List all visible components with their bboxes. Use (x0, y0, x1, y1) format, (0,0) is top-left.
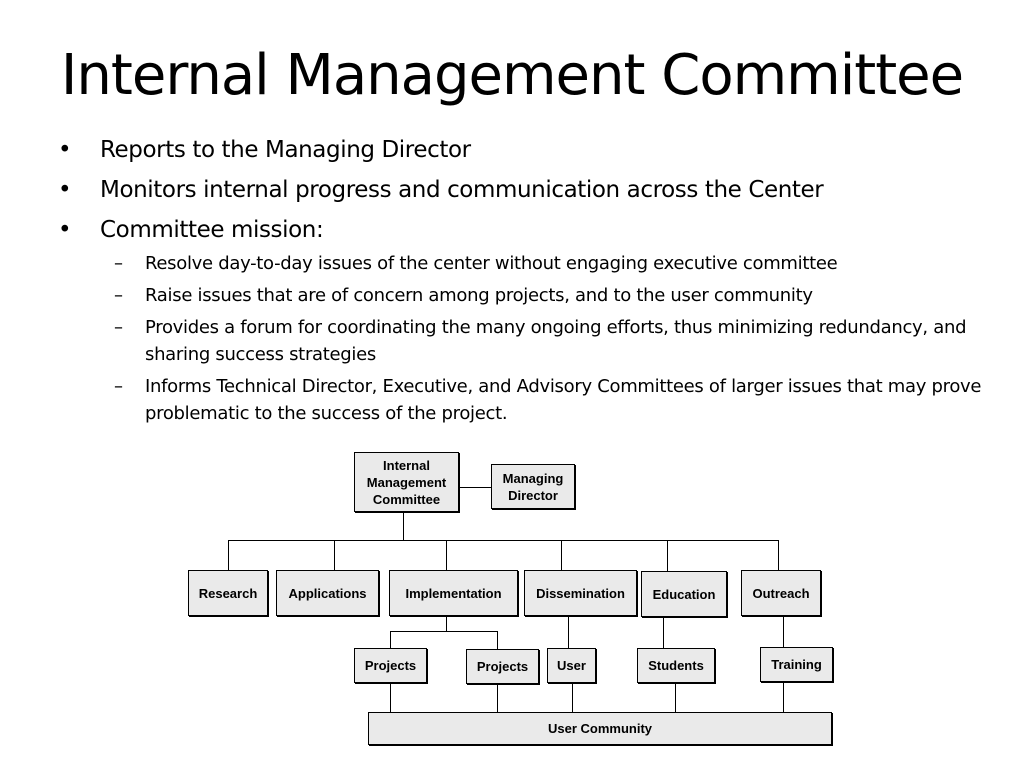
sub-bullet-list (58, 250, 998, 427)
connector-line (667, 540, 668, 571)
sub-bullet-text: Provides a forum for coordinating the many ongoing efforts, thus minimizing redundancy, and sharing success strategies (145, 317, 967, 365)
connector-line (390, 683, 391, 712)
connector-line (459, 487, 491, 488)
node-dissemination: Dissemination (524, 570, 637, 616)
node-internal-management-committee: Internal Management Committee (354, 452, 459, 512)
bullet-dot-icon: • (58, 217, 72, 243)
sub-bullet-text: Resolve day-to-day issues of the center without engaging executive committee (145, 253, 838, 274)
connector-line (572, 683, 573, 712)
node-students: Students (637, 648, 715, 683)
connector-line (446, 617, 447, 631)
connector-line (568, 617, 569, 648)
connector-line (497, 684, 498, 712)
node-implementation: Implementation (389, 570, 518, 616)
node-user-community: User Community (368, 712, 832, 745)
node-user: User (547, 648, 596, 683)
bullet-dot-icon: • (58, 177, 72, 203)
sub-bullet-text: Informs Technical Director, Executive, and Advisory Committees of larger issues that may prove problematic to the success of the project. (145, 376, 982, 424)
sub-bullet-item (58, 282, 998, 309)
bullet-dot-icon: • (58, 137, 72, 163)
dash-icon: – (114, 285, 123, 306)
sub-bullet-item (58, 373, 998, 427)
bullet-item (58, 136, 998, 164)
connector-line (778, 540, 779, 570)
node-education: Education (641, 571, 727, 617)
connector-line (663, 618, 664, 648)
node-training: Training (760, 647, 833, 682)
connector-line (446, 540, 447, 570)
node-research: Research (188, 570, 268, 616)
sub-bullet-text: Raise issues that are of concern among projects, and to the user community (145, 285, 813, 306)
node-projects: Projects (354, 648, 427, 683)
dash-icon: – (114, 376, 123, 397)
connector-line (783, 617, 784, 647)
connector-line (561, 540, 562, 570)
bullet-text: Committee mission: (100, 217, 324, 243)
connector-line (497, 631, 498, 649)
connector-line (675, 683, 676, 712)
node-projects: Projects (466, 649, 539, 684)
dash-icon: – (114, 253, 123, 274)
connector-line (390, 631, 391, 648)
bullet-text: Reports to the Managing Director (100, 137, 471, 163)
bullet-item (58, 216, 998, 244)
connector-line (228, 540, 779, 541)
node-applications: Applications (276, 570, 379, 616)
connector-line (390, 631, 498, 632)
node-managing-director: Managing Director (491, 464, 575, 509)
connector-line (334, 540, 335, 570)
bullet-item (58, 176, 998, 204)
slide-title: Internal Management Committee (60, 43, 964, 108)
bullet-list (58, 136, 998, 432)
connector-line (403, 512, 404, 541)
connector-line (228, 540, 229, 570)
connector-line (783, 682, 784, 712)
dash-icon: – (114, 317, 123, 338)
sub-bullet-item (58, 314, 998, 368)
bullet-text: Monitors internal progress and communication across the Center (100, 177, 824, 203)
sub-bullet-item (58, 250, 998, 277)
node-outreach: Outreach (741, 570, 821, 616)
